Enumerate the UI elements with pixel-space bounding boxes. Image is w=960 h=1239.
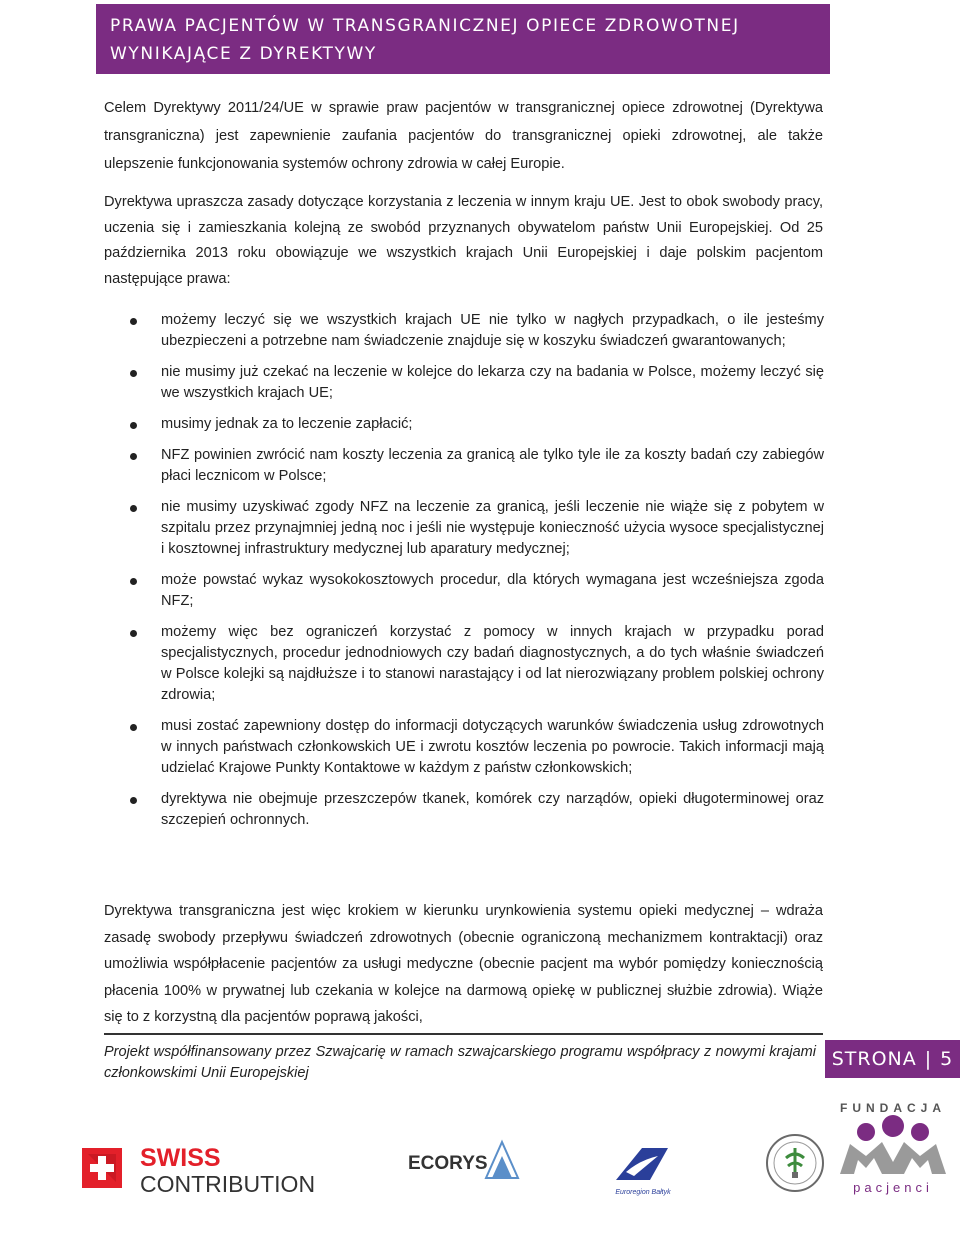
list-item-text: NFZ powinien zwrócić nam koszty leczenia za granicą ale tylko tyle ile za koszty badań czy zabiegów płaci lecznicom w Polsce; xyxy=(161,447,824,484)
bullet-icon xyxy=(130,422,137,429)
page-number: 5 xyxy=(940,1048,954,1070)
list-item-text: nie musimy uzyskiwać zgody NFZ na leczenie za granicą, jeśli leczenie nie wiąże się z pobytem w szpitalu przez przynajmniej jedną noc i jeśli nie występuje konieczność użycia wysoce specjalistycznej i kosztownej infrastruktury medycznej lub aparatury medycznej; xyxy=(161,499,824,557)
page-title-line-1: PRAWA PACJENTÓW W TRANSGRANICZNEJ OPIECE ZDROWOTNEJ xyxy=(110,16,740,36)
list-item xyxy=(110,414,824,435)
swiss-contribution-logo xyxy=(80,1140,320,1196)
footer-project-text: Projekt współfinansowany przez Szwajcarię w ramach szwajcarskiego programu współpracy z nowymi krajami członkowskimi Unii Europejskiej xyxy=(104,1044,816,1081)
list-item-text: musimy jednak za to leczenie zapłacić; xyxy=(161,416,413,432)
list-item xyxy=(110,445,824,487)
foundation-seal-icon xyxy=(764,1132,826,1194)
list-item-text: musi zostać zapewniony dostęp do informacji dotyczących warunków świadczenia usług zdrowotnych w innych państwach członkowskich UE i zwrotu kosztów leczenia po powrocie. Takich informacji mają udzielać Krajowe Punkty Kontaktowe w każdym z państw członkowskich; xyxy=(161,718,824,776)
swiss-logo-line-1: SWISS xyxy=(140,1144,221,1172)
fundacja-logo-bottom-text: pacjenci xyxy=(853,1180,933,1195)
list-item-text: nie musimy już czekać na leczenie w kolejce do lekarza czy na badania w Polsce, możemy leczyć się we wszystkich krajach UE; xyxy=(161,364,824,401)
bullet-icon xyxy=(130,505,137,512)
list-item-text: możemy leczyć się we wszystkich krajach UE nie tylko w nagłych przypadkach, o ile jesteśmy ubezpieczeni a potrzebne nam świadczenie znajduje się w koszyku świadczeń gwarantowanych; xyxy=(161,312,824,349)
page-label: STRONA xyxy=(831,1048,917,1070)
footer-divider xyxy=(104,1033,823,1035)
list-item xyxy=(110,362,824,404)
bullet-icon xyxy=(130,578,137,585)
euroregion-logo xyxy=(606,1142,680,1198)
list-item xyxy=(110,622,824,706)
list-item-text: możemy więc bez ograniczeń korzystać z pomocy w innych krajach w przypadku porad specjalistycznych, procedur jednodniowych czy badań diagnostycznych, a do tych właśnie świadczeń w Polsce kolejki są najdłuższe i to stanowi narastający i od lat nierozwiązany problem polskiej ochrony zdrowia; xyxy=(161,624,824,703)
bullet-icon xyxy=(130,630,137,637)
figure-head-icon xyxy=(857,1123,875,1141)
header-band xyxy=(96,4,830,74)
intro-paragraph: Celem Dyrektywy 2011/24/UE w sprawie praw pacjentów w transgranicznej opiece zdrowotnej (Dyrektywa transgraniczna) jest zapewnienie zaufania pacjentów do transgranicznej opieki zdrowotnej, ale także ulepszenie funkcjonowania systemów ochrony zdrowia w całej Europie. xyxy=(104,100,823,172)
list-item xyxy=(110,310,824,352)
list-item xyxy=(110,570,824,612)
ecorys-logo xyxy=(406,1138,522,1188)
list-item-text: dyrektywa nie obejmuje przeszczepów tkanek, komórek czy narządów, opieki długoterminowej oraz szczepień ochronnych. xyxy=(161,791,824,828)
bullet-icon xyxy=(130,724,137,731)
ecorys-logo-text: ECORYS xyxy=(408,1153,488,1174)
bullet-icon xyxy=(130,453,137,460)
list-item xyxy=(110,789,824,831)
list-item xyxy=(110,716,824,779)
fundacja-mm-logo xyxy=(834,1098,952,1198)
fundacja-logo-top-text: FUNDACJA xyxy=(840,1101,946,1115)
list-item xyxy=(110,497,824,560)
page-separator: | xyxy=(924,1048,933,1070)
rights-list xyxy=(110,310,824,841)
list-item-text: może powstać wykaz wysokokosztowych procedur, dla których wymagana jest wcześniejsza zgoda NFZ; xyxy=(161,572,824,609)
mm-letters-icon xyxy=(840,1142,946,1174)
page-title-line-2: WYNIKAJĄCE Z DYREKTYWY xyxy=(110,44,377,64)
swiss-logo-line-2: CONTRIBUTION xyxy=(140,1171,316,1196)
rights-intro-paragraph: Dyrektywa upraszcza zasady dotyczące korzystania z leczenia w innym kraju UE. Jest to obok swobody pracy, uczenia się i zamieszkania kolejną ze swobód przyznanych obywatelom państw Unii Europejskiej. Od 25 października 2013 roku obowiązuje we wszystkich krajach Unii Europejskiej i daje polskim pacjentom następujące prawa: xyxy=(104,194,823,287)
conclusion-paragraph: Dyrektywa transgraniczna jest więc krokiem w kierunku urynkowienia systemu opieki medycznej – wdraża zasadę swobody przepływu świadczeń zdrowotnych (obecnie ograniczoną mechanizmem kontraktacji) oraz umożliwia współpłacenie pacjentów za usługi medyczne (obecnie pacjent ma wybór pomiędzy koniecznością płacenia 100% w prywatnej lub czekania w kolejce na darmową opiekę w publicznej służbie zdrowia). Wiąże się to z korzystną dla pacjentów poprawą jakości, xyxy=(104,903,823,1025)
bullet-icon xyxy=(130,797,137,804)
bullet-icon xyxy=(130,318,137,325)
euroregion-logo-text: Euroregion Bałtyk xyxy=(615,1189,671,1196)
bullet-icon xyxy=(130,370,137,377)
page-number-badge xyxy=(825,1040,960,1078)
